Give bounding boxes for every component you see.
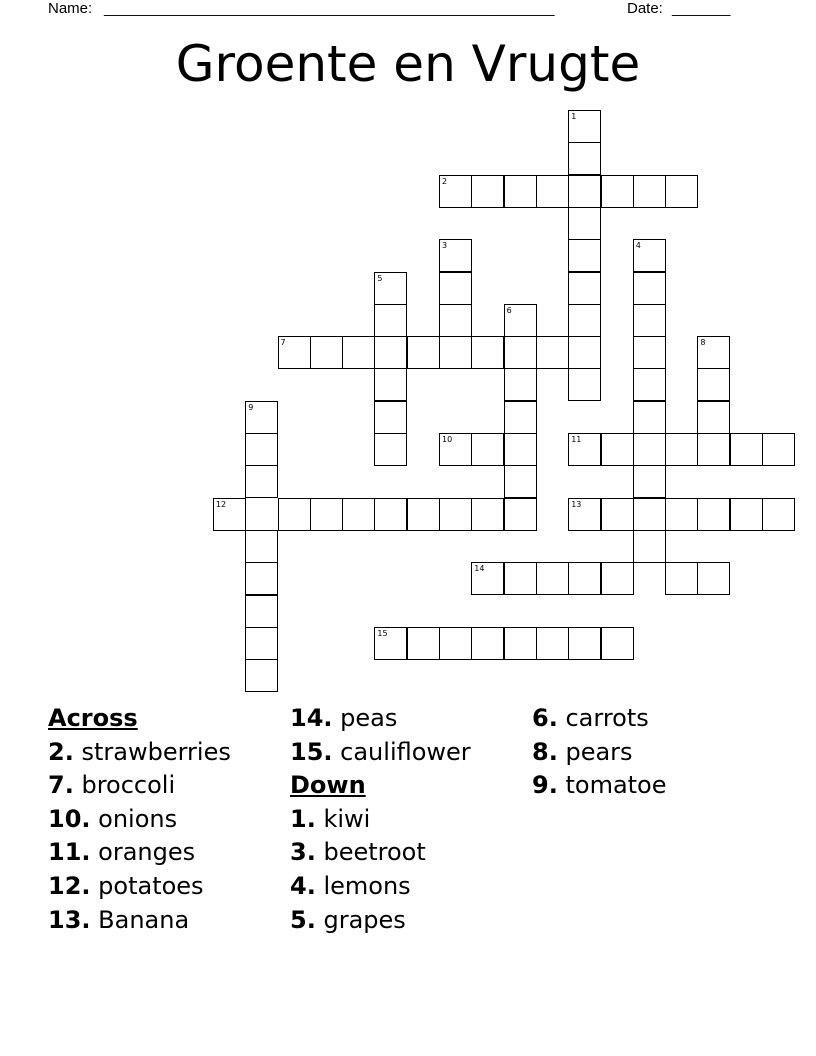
grid-cell[interactable] [536,627,569,660]
clue-number: 7. [48,771,74,800]
date-label: Date: [627,0,663,17]
grid-number: 8 [700,338,706,348]
grid-cell[interactable] [504,304,537,337]
grid-cell[interactable] [665,498,698,531]
grid-cell[interactable] [697,498,730,531]
grid-number: 2 [442,176,448,186]
grid-cell[interactable] [633,465,666,498]
grid-cell[interactable] [730,433,763,466]
clue-across-14 [290,702,530,736]
grid-cell[interactable] [245,465,278,498]
clue-text: kiwi [323,804,371,833]
grid-cell[interactable] [568,272,601,305]
clues-column-1 [48,702,288,937]
grid-cell[interactable] [568,498,601,531]
clue-text: Banana [98,905,190,934]
grid-cell[interactable] [471,627,504,660]
grid-cell[interactable] [471,175,504,208]
clue-down-1 [290,803,530,837]
grid-cell[interactable] [471,498,504,531]
grid-cell[interactable] [568,336,601,369]
clue-down-3 [290,836,530,870]
clue-down-8 [532,736,772,770]
grid-cell[interactable] [439,498,472,531]
grid-cell[interactable] [568,239,601,272]
grid-cell[interactable] [342,498,375,531]
clue-text: onions [98,804,178,833]
grid-cell[interactable] [601,498,634,531]
grid-cell[interactable] [633,368,666,401]
grid-cell[interactable] [504,401,537,434]
grid-cell[interactable] [504,498,537,531]
grid-cell[interactable] [665,562,698,595]
grid-cell[interactable] [633,401,666,434]
grid-cell[interactable] [504,465,537,498]
grid-cell[interactable] [536,562,569,595]
grid-cell[interactable] [601,627,634,660]
clue-number: 4. [290,871,316,900]
clue-text: strawberries [81,737,231,766]
grid-cell[interactable] [568,304,601,337]
grid-number: 4 [635,241,641,251]
grid-cell[interactable] [278,498,311,531]
clue-down-6 [532,702,772,736]
clue-number: 11. [48,838,91,867]
grid-cell[interactable] [697,336,730,369]
grid-number: 15 [377,628,388,638]
clue-number: 8. [532,737,558,766]
grid-cell[interactable] [407,336,440,369]
grid-number: 3 [442,241,448,251]
clues-column-3 [532,702,772,803]
grid-cell[interactable] [342,336,375,369]
grid-cell[interactable] [633,175,666,208]
across-heading: Across [48,704,138,732]
clue-text: cauliflower [340,737,471,766]
clue-text: lemons [323,871,411,900]
grid-cell[interactable] [504,627,537,660]
clue-text: peas [340,704,398,732]
clue-text: grapes [323,905,406,934]
grid-cell[interactable] [439,627,472,660]
grid-cell[interactable] [245,401,278,434]
grid-cell[interactable] [245,433,278,466]
grid-cell[interactable] [374,498,407,531]
header [48,0,748,20]
clue-down-9 [532,769,772,803]
grid-cell[interactable] [374,433,407,466]
clue-number: 14. [290,704,333,732]
grid-cell[interactable] [471,433,504,466]
clue-number: 15. [290,737,333,766]
clue-across-15 [290,736,530,770]
grid-cell[interactable] [601,175,634,208]
grid-number: 14 [474,564,485,574]
grid-cell[interactable] [504,562,537,595]
grid-cell[interactable] [439,304,472,337]
grid-number: 9 [248,402,254,412]
grid-cell[interactable] [374,304,407,337]
grid-cell[interactable] [697,368,730,401]
date-line[interactable]: _______ [672,0,731,17]
grid-cell[interactable] [439,175,472,208]
grid-cell[interactable] [439,239,472,272]
grid-number: 7 [280,338,286,348]
clue-text: beetroot [323,838,426,867]
clue-across-11 [48,836,288,870]
clue-number: 2. [48,737,74,766]
grid-cell[interactable] [374,336,407,369]
grid-cell[interactable] [278,336,311,369]
grid-cell[interactable] [601,562,634,595]
clue-number: 10. [48,804,91,833]
grid-cell[interactable] [245,627,278,660]
grid-cell[interactable] [374,627,407,660]
name-label: Name: [48,0,93,17]
grid-cell[interactable] [245,562,278,595]
grid-cell[interactable] [374,401,407,434]
grid-cell[interactable] [504,336,537,369]
grid-cell[interactable] [471,562,504,595]
grid-cell[interactable] [762,498,795,531]
clue-across-10 [48,803,288,837]
grid-cell[interactable] [439,336,472,369]
clue-across-2 [48,736,288,770]
clue-across-12 [48,870,288,904]
grid-cell[interactable] [730,498,763,531]
grid-cell[interactable] [310,498,343,531]
grid-number: 10 [442,435,453,444]
grid-cell[interactable] [471,336,504,369]
grid-cell[interactable] [665,175,698,208]
clue-number: 3. [290,838,316,867]
grid-cell[interactable] [697,562,730,595]
grid-cell[interactable] [568,627,601,660]
grid-cell[interactable] [633,336,666,369]
grid-cell[interactable] [762,433,795,466]
grid-number: 11 [571,435,582,444]
clue-text: carrots [565,704,649,732]
clue-text: broccoli [81,771,176,800]
grid-cell[interactable] [633,239,666,272]
grid-cell[interactable] [601,433,634,466]
grid-cell[interactable] [568,368,601,401]
clue-text: pears [565,737,633,766]
clue-text: potatoes [98,871,204,900]
grid-cell[interactable] [536,336,569,369]
grid-cell[interactable] [697,433,730,466]
clue-number: 6. [532,704,558,732]
clue-down-5 [290,904,530,938]
clue-number: 9. [532,771,558,800]
clues-column-2 [290,702,530,937]
grid-cell[interactable] [310,336,343,369]
grid-cell[interactable] [439,272,472,305]
grid-cell[interactable] [697,401,730,434]
down-heading: Down [290,771,366,800]
grid-cell[interactable] [568,562,601,595]
grid-number: 12 [215,499,227,509]
grid-cell[interactable] [504,368,537,401]
grid-cell[interactable] [536,175,569,208]
grid-cell[interactable] [504,175,537,208]
grid-cell[interactable] [568,207,601,240]
grid-cell[interactable] [568,175,601,208]
clue-text: oranges [98,838,196,867]
grid-cell[interactable] [633,498,666,531]
grid-cell[interactable] [213,498,246,531]
grid-cell[interactable] [407,627,440,660]
grid-cell[interactable] [245,530,278,563]
grid-cell[interactable] [568,433,601,466]
grid-number: 1 [571,112,577,121]
grid-cell[interactable] [665,433,698,466]
clue-down-4 [290,870,530,904]
grid-cell[interactable] [407,498,440,531]
grid-number: 6 [506,305,512,315]
name-line[interactable]: ______________________________________________________ [104,0,555,17]
grid-cell[interactable] [504,433,537,466]
clue-across-7 [48,769,288,803]
grid-cell[interactable] [245,595,278,628]
grid-cell[interactable] [439,433,472,466]
page-title: Groente en Vrugte [175,35,641,93]
grid-cell[interactable] [633,530,666,563]
grid-cell[interactable] [568,142,601,175]
grid-cell[interactable] [245,659,278,692]
grid-cell[interactable] [633,272,666,305]
grid-cell[interactable] [568,110,601,143]
grid-cell[interactable] [374,272,407,305]
clue-number: 1. [290,804,316,833]
grid-cell[interactable] [633,433,666,466]
clue-number: 13. [48,905,91,934]
grid-number: 13 [571,499,582,509]
clue-number: 12. [48,871,91,900]
grid-cell[interactable] [374,368,407,401]
clue-number: 5. [290,905,316,934]
grid-cell[interactable] [633,304,666,337]
grid-number: 5 [377,273,383,283]
clue-text: tomatoe [565,771,667,800]
clue-across-13 [48,904,288,938]
